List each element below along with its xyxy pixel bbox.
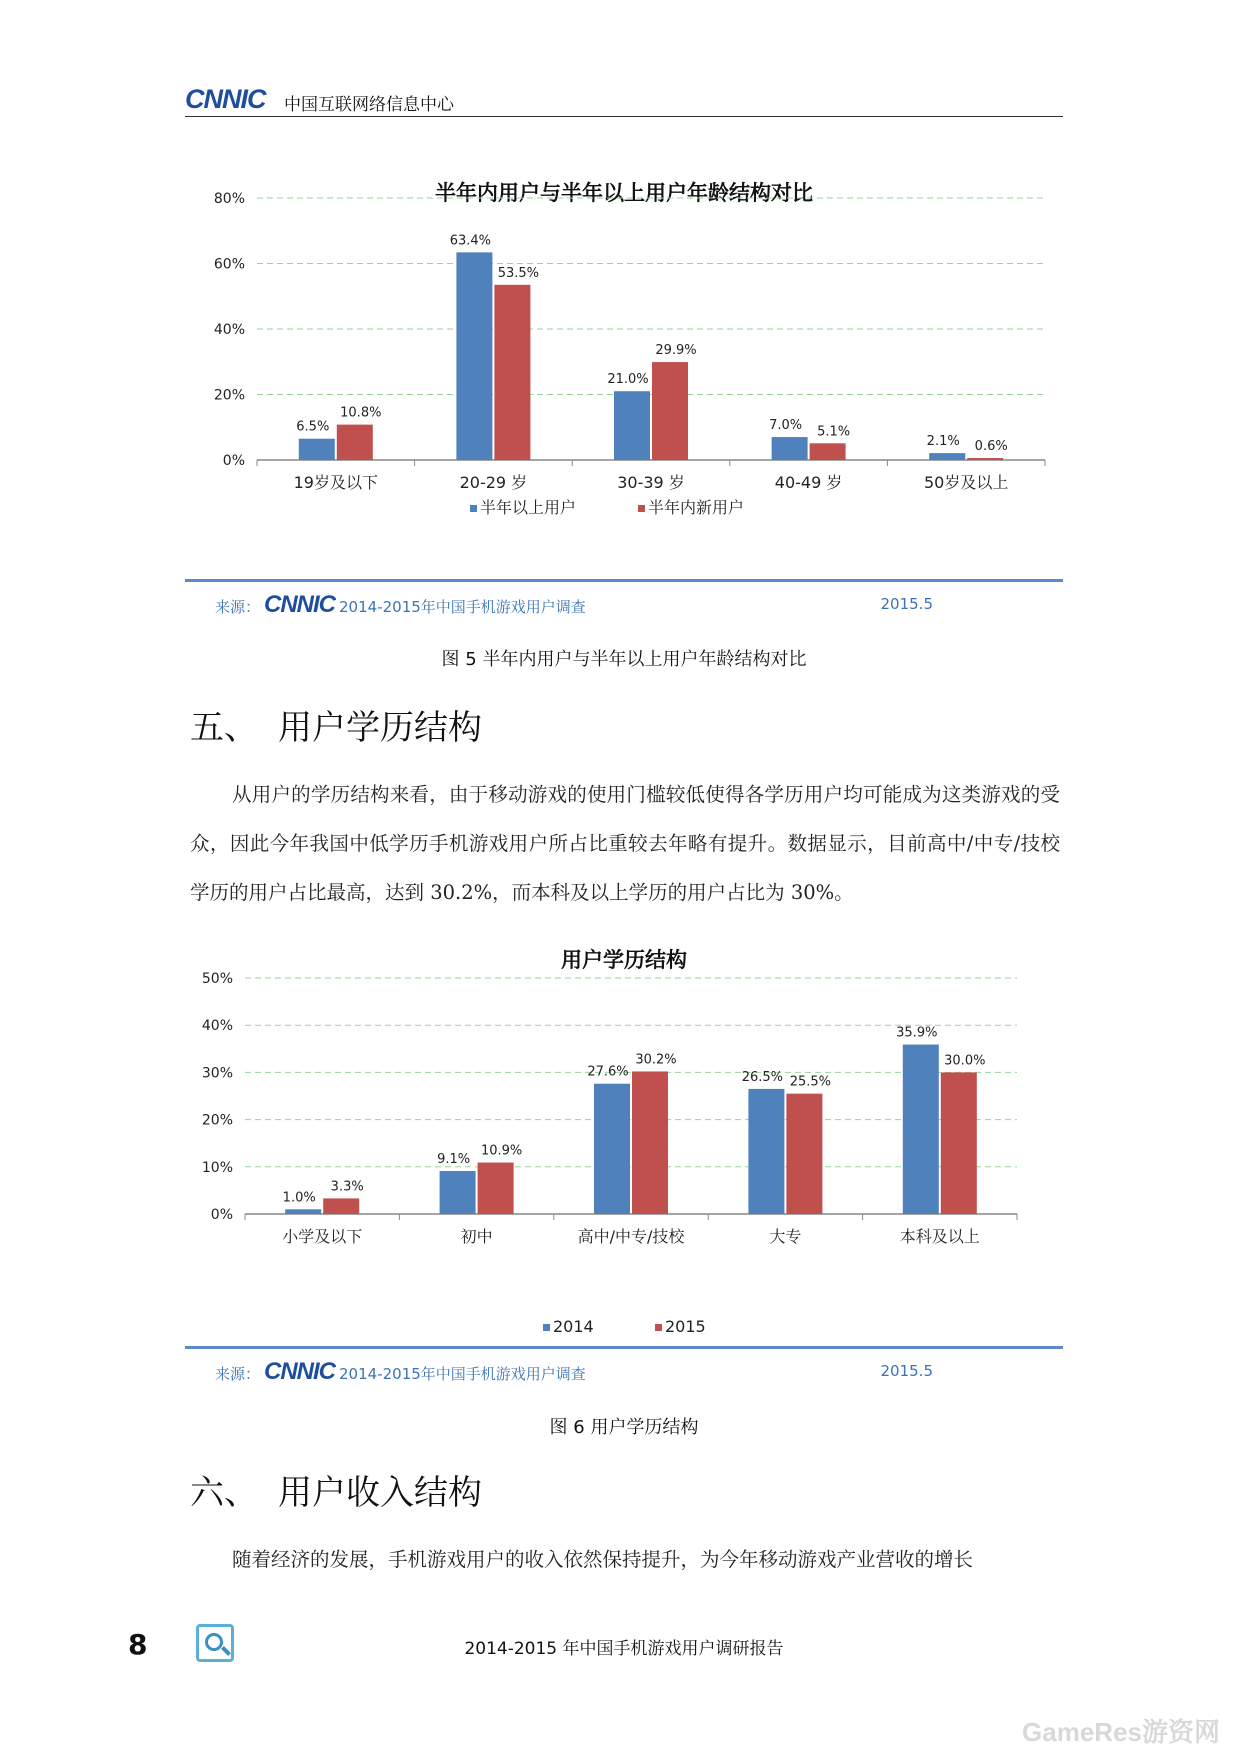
data-label: 7.0% (769, 418, 803, 434)
figure-5 (185, 165, 1063, 625)
data-label: 26.5% (741, 1069, 784, 1085)
data-label: 30.2% (635, 1052, 677, 1068)
bar (299, 439, 335, 460)
bar (440, 1171, 476, 1214)
legend-swatch (638, 505, 645, 512)
cnnic-logo: CNNIC (185, 84, 266, 114)
data-label: 53.5% (497, 265, 540, 281)
y-tick-label: 40% (201, 1018, 233, 1035)
bar (652, 362, 688, 460)
bar (967, 458, 1003, 460)
education-structure-chart (185, 928, 1063, 1340)
source-prefix: 来源： (215, 598, 261, 616)
bar (594, 1084, 630, 1214)
chart-source (215, 591, 586, 619)
legend-label: 半年以上用户 (480, 498, 577, 517)
x-tick-label: 40-49 岁 (774, 473, 843, 492)
gameres-watermark: GameRes游资网 (1022, 1717, 1220, 1747)
section-5-paragraph: 从用户的学历结构来看，由于移动游戏的使用门槛较低使得各学历用户均可能成为这类游戏的受众，因此今年我国中低学历手机游戏用户所占比重较去年略有提升。数据显示，目前高中/中专/技校学历的用户占比最高，达到 30.2%，而本科及以上学历的用户占比为 30%。 (190, 783, 1060, 904)
bar (494, 285, 530, 460)
legend-swatch (543, 1324, 550, 1331)
x-tick-label: 50岁及以上 (924, 473, 1009, 492)
figure-5-caption: 图 5 半年内用户与半年以上用户年龄结构对比 (441, 649, 807, 670)
source-logo: CNNIC (264, 591, 336, 618)
source-divider (185, 1346, 1063, 1349)
data-label: 25.5% (789, 1074, 832, 1090)
data-label: 2.1% (926, 434, 960, 450)
legend-label: 2014 (553, 1317, 594, 1336)
data-label: 3.3% (330, 1179, 364, 1195)
bar (903, 1045, 939, 1214)
data-label: 63.4% (449, 233, 492, 249)
y-tick-label: 80% (213, 191, 245, 207)
bar (456, 252, 492, 460)
data-label: 1.0% (282, 1190, 316, 1206)
figure-6-caption: 图 6 用户学历结构 (549, 1417, 699, 1438)
chart-source (215, 1358, 586, 1386)
x-tick-label: 本科及以上 (899, 1227, 980, 1246)
legend-label: 半年内新用户 (648, 498, 745, 517)
legend-swatch (470, 505, 477, 512)
bar (285, 1209, 321, 1214)
y-tick-label: 30% (201, 1065, 233, 1082)
bar (786, 1094, 822, 1214)
x-tick-label: 19岁及以下 (293, 473, 378, 492)
section-number: 五、 (190, 708, 258, 748)
section-title: 用户学历结构 (278, 708, 482, 748)
page-number: 8 (128, 1628, 148, 1661)
data-label: 27.6% (587, 1064, 629, 1080)
data-label: 21.0% (607, 372, 649, 388)
bar (941, 1072, 977, 1214)
footer-report-title: 2014-2015 年中国手机游戏用户调研报告 (464, 1639, 784, 1659)
data-label: 6.5% (296, 419, 330, 435)
bar (614, 391, 650, 460)
org-name: 中国互联网络信息中心 (284, 95, 454, 115)
source-text: 2014-2015年中国手机游戏用户调查 (339, 598, 586, 616)
bar (337, 425, 373, 460)
chart-title: 半年内用户与半年以上用户年龄结构对比 (435, 181, 813, 205)
data-label: 10.8% (340, 405, 382, 421)
data-label: 0.6% (974, 439, 1008, 455)
data-label: 35.9% (896, 1025, 938, 1041)
y-tick-label: 20% (213, 387, 245, 404)
y-tick-label: 10% (201, 1159, 233, 1176)
x-tick-label: 初中 (460, 1227, 493, 1246)
x-tick-label: 小学及以下 (282, 1227, 363, 1246)
y-tick-label: 0% (222, 453, 245, 469)
data-label: 10.9% (480, 1143, 523, 1159)
bar (810, 443, 846, 460)
bar (748, 1089, 784, 1214)
section-5-heading (190, 700, 482, 749)
bar (772, 437, 808, 460)
y-tick-label: 40% (213, 322, 245, 338)
figure-6 (185, 928, 1063, 1388)
x-tick-label: 高中/中专/技校 (577, 1227, 685, 1246)
legend-swatch (655, 1324, 662, 1331)
section-6-heading (190, 1465, 482, 1514)
section-number: 六、 (190, 1473, 258, 1513)
data-label: 9.1% (437, 1152, 471, 1168)
source-text: 2014-2015年中国手机游戏用户调查 (339, 1365, 586, 1383)
bar (632, 1071, 668, 1214)
section-6-paragraph: 随着经济的发展，手机游戏用户的收入依然保持提升，为今年移动游戏产业营收的增长 (232, 1548, 974, 1571)
x-tick-label: 30-39 岁 (617, 473, 685, 492)
page-header (185, 86, 1063, 117)
y-tick-label: 20% (201, 1112, 233, 1129)
x-tick-label: 20-29 岁 (459, 473, 528, 492)
bar (478, 1163, 514, 1214)
x-tick-label: 大专 (769, 1227, 802, 1246)
legend-label: 2015 (665, 1317, 706, 1336)
source-prefix: 来源： (215, 1365, 261, 1383)
bar (323, 1198, 359, 1214)
bar (929, 453, 965, 460)
source-logo: CNNIC (264, 1358, 336, 1385)
source-date: 2015.5 (880, 595, 933, 613)
age-structure-chart (185, 165, 1063, 575)
data-label: 30.0% (944, 1053, 986, 1069)
chart-title: 用户学历结构 (561, 948, 687, 972)
y-tick-label: 0% (210, 1207, 233, 1223)
y-tick-label: 50% (201, 971, 233, 987)
source-divider (185, 579, 1063, 582)
data-label: 29.9% (655, 343, 697, 359)
source-date: 2015.5 (880, 1362, 933, 1380)
data-label: 5.1% (817, 424, 851, 440)
section-title: 用户收入结构 (278, 1473, 482, 1513)
y-tick-label: 60% (213, 256, 245, 273)
